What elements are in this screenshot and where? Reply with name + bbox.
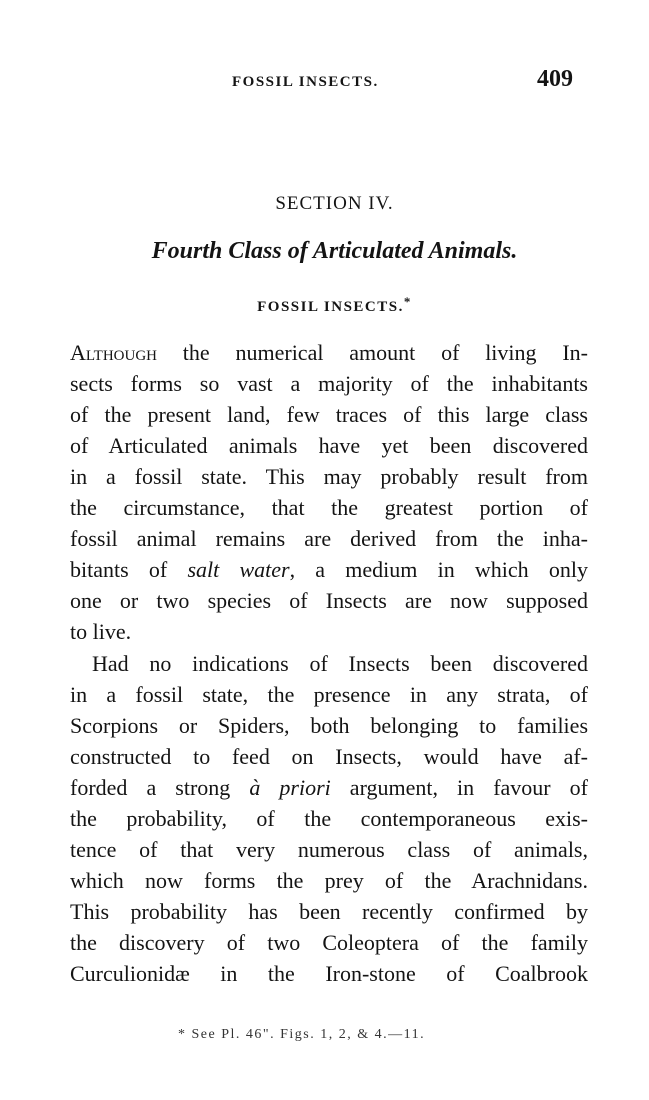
text-segment: , a medium in which only — [289, 557, 589, 582]
section-subtitle — [0, 294, 649, 316]
text-line: constructed to feed on Insects, would have af- — [70, 744, 588, 769]
text-line: in a fossil state, the presence in any strata, of — [70, 682, 588, 707]
text-line: one or two species of Insects are now supposed — [70, 588, 588, 613]
text-line: Curculionidæ in the Iron-stone of Coalbrook — [70, 961, 588, 986]
text-line: which now forms the prey of the Arachnidans. — [70, 868, 588, 893]
text-line: of the present land, few traces of this large class — [70, 402, 588, 427]
text-line: the circumstance, that the greatest portion of — [70, 495, 588, 520]
text-segment: bitants of — [70, 557, 188, 582]
text-segment: argument, in favour of — [330, 775, 588, 800]
text-line: of Articulated animals have yet been discovered — [70, 433, 588, 458]
text-line: tence of that very numerous class of animals, — [70, 837, 588, 862]
text-line: in a fossil state. This may probably result from — [70, 464, 588, 489]
footnote-marker: * — [403, 294, 412, 309]
page-number: 409 — [537, 66, 573, 92]
section-title: Fourth Class of Articulated Animals. — [151, 238, 518, 264]
body-text — [70, 337, 588, 989]
text-line — [70, 554, 588, 585]
text-line: This probability has been recently confirmed by — [70, 899, 588, 924]
text-line — [70, 772, 588, 803]
text-line: the probability, of the contemporaneous exis- — [70, 806, 588, 831]
text-line — [70, 337, 588, 368]
section-heading: SECTION IV. — [275, 193, 394, 214]
drop-word: Although — [70, 340, 157, 365]
text-segment: forded a strong — [70, 775, 250, 800]
italic-phrase: salt water — [187, 557, 290, 582]
text-line: to live. — [70, 619, 132, 644]
text-line: the discovery of two Coleoptera of the family — [70, 930, 588, 955]
text-line: Had no indications of Insects been discovered — [92, 651, 588, 676]
text-line: sects forms so vast a majority of the inhabitants — [70, 371, 588, 396]
text-line: Scorpions or Spiders, both belonging to families — [70, 713, 588, 738]
text-segment: the numerical amount of living In- — [157, 340, 588, 365]
footnote: * See Pl. 46". Figs. 1, 2, & 4.—11. — [178, 1027, 426, 1042]
running-title: FOSSIL INSECTS. — [232, 74, 379, 90]
section-subtitle-text: FOSSIL INSECTS. — [257, 299, 404, 315]
text-line: fossil animal remains are derived from the inha- — [70, 526, 588, 551]
italic-phrase: à priori — [249, 775, 331, 800]
